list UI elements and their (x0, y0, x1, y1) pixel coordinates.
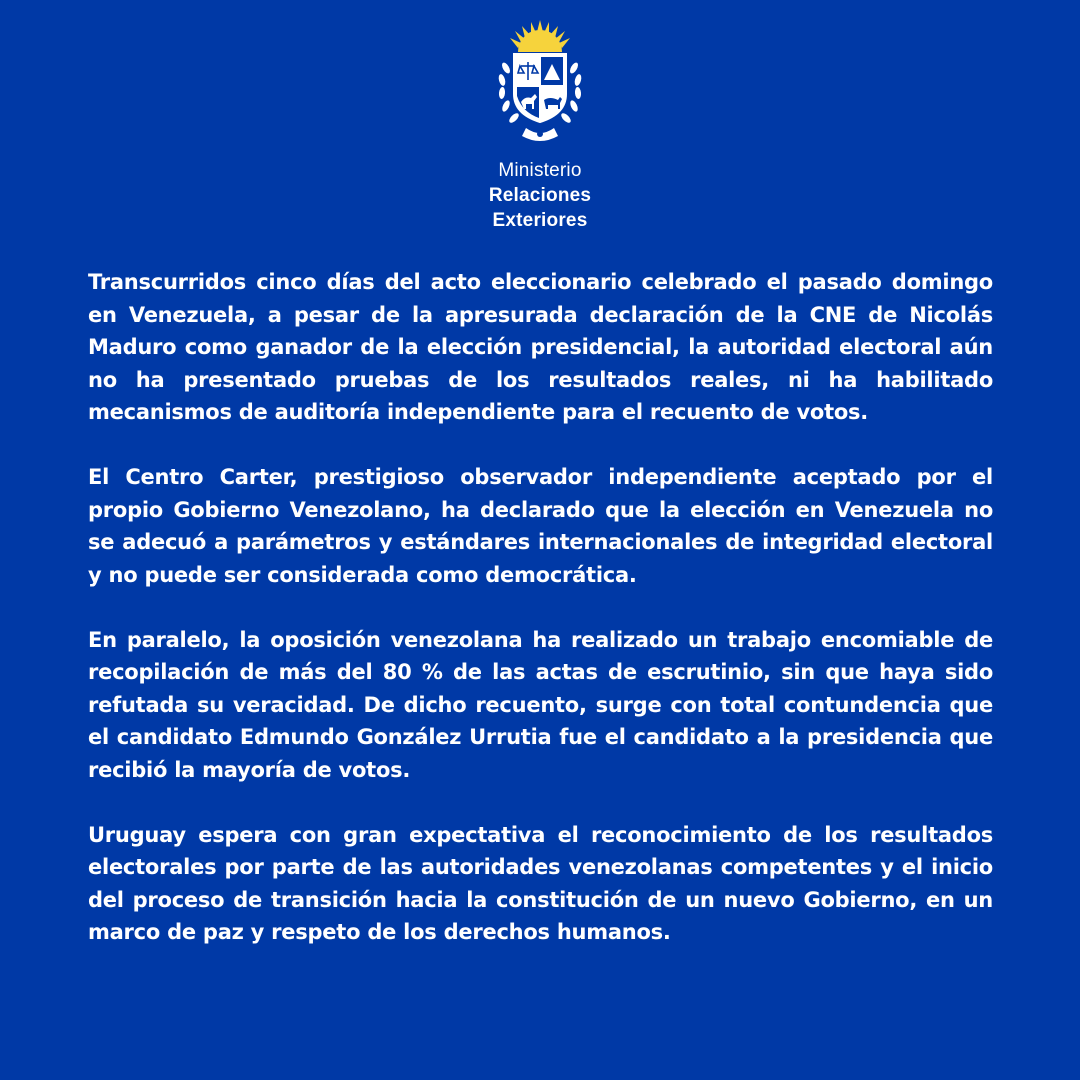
ministry-line-1: Ministerio (498, 160, 582, 181)
ministry-header (0, 18, 1080, 233)
ministry-line-2: Relaciones (488, 185, 592, 206)
ministry-name (489, 158, 591, 233)
coat-of-arms-icon (484, 18, 596, 150)
statement-paragraph-4: Uruguay espera con gran expectativa el reconocimiento de los resultados electorales por parte de las autoridades venezolanas competentes y el inicio del proceso de transición hacia la constitución de un nuevo Gobierno, en un marco de paz y respeto de los derechos humanos. (88, 822, 993, 944)
statement-body (88, 266, 993, 981)
ministry-line-3: Exteriores (492, 210, 588, 231)
statement-paragraph-1: Transcurridos cinco días del acto eleccionario celebrado el pasado domingo en Venezuela, a pesar de la apresurada declaración de la CNE de Nicolás Maduro como ganador de la elección presidencial, la autoridad electoral aún no ha presentado pruebas de los resultados reales, ni ha habilitado mecanismos de auditoría independiente para el recuento de votos. (88, 270, 993, 424)
statement-paragraph-2: El Centro Carter, prestigioso observador independiente aceptado por el propio Gobierno Venezolano, ha declarado que la elección en Venezuela no se adecuó a parámetros y estándares internacionales de integridad electoral y no puede ser considerada como democrática. (88, 465, 993, 587)
statement-paragraph-3: En paralelo, la oposición venezolana ha realizado un trabajo encomiable de recopilación de más del 80 % de las actas de escrutinio, sin que haya sido refutada su veracidad. De dicho recuento, surge con total contundencia que el candidato Edmundo González Urrutia fue el candidato a la presidencia que recibió la mayoría de votos. (88, 627, 993, 782)
